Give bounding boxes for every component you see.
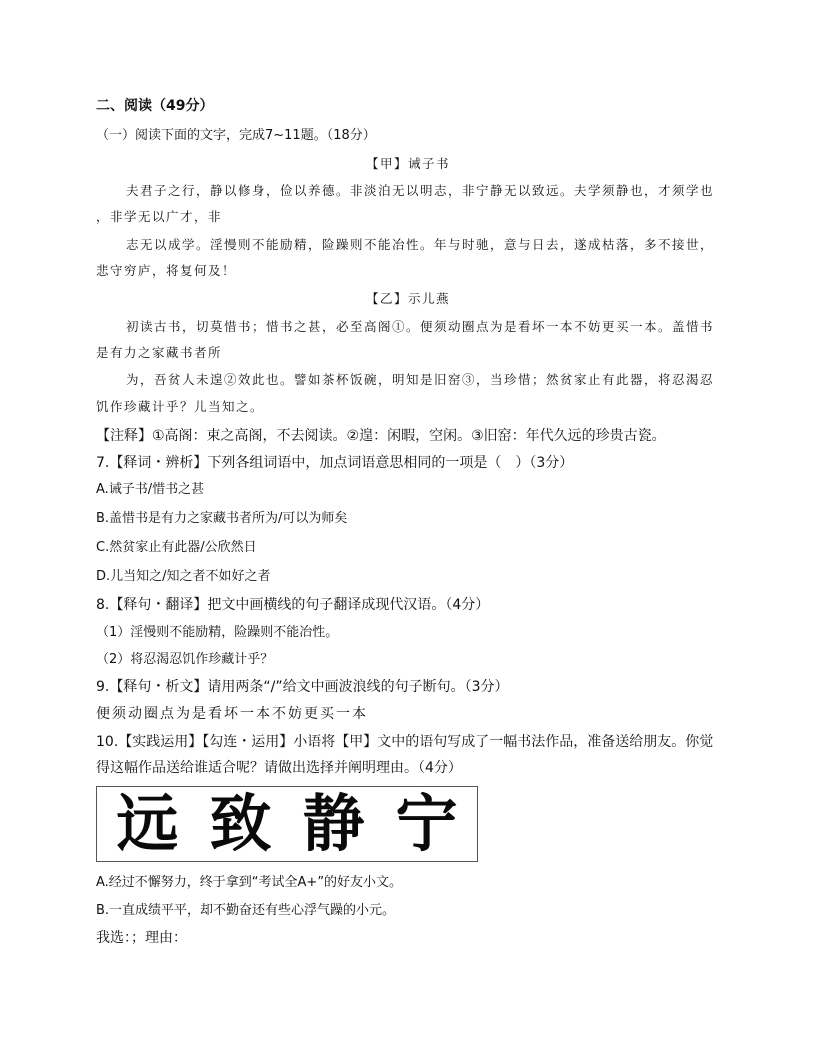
q9-stem: 9.【释句・析文】请用两条“/”给文中画波浪线的句子断句。（3分） [96, 679, 509, 695]
yi-title: 【乙】示儿燕 [365, 291, 450, 306]
calligraphy-char: 远 [116, 787, 179, 860]
calligraphy-char: 静 [302, 787, 365, 860]
q8-item-2: （2）将忍渴忍饥作珍藏计乎？ [96, 652, 274, 667]
annotation-note: 【注释】①高阁：束之高阁，不去阅读。②遑：闲暇，空闲。③旧窑：年代久远的珍贵古瓷。 [96, 428, 666, 444]
jia-line: ，非学无以广才，非 [96, 209, 223, 224]
q10-answer-line: 我选：；理由： [96, 930, 187, 946]
q9-sentence: 便须动圈点为是看坏一本不妨更买一本 [96, 706, 368, 722]
yi-line: 是有力之家藏书者所 [96, 345, 223, 360]
q8-stem: 8.【释句・翻译】把文中画横线的句子翻译成现代汉语。（4分） [96, 597, 490, 613]
q7-option-b: B.盖惜书是有力之家藏书者所为/可以为师矣 [96, 511, 348, 526]
q10-option-b: B.一直成绩平平，却不勤奋还有些心浮气躁的小元。 [96, 903, 396, 918]
calligraphy-artwork [96, 786, 478, 862]
yi-line: 初读古书，切莫惜书；惜书之甚，必至高阁①。便须动圈点为是看坏一本不妨更买一本。盖惜书 [126, 319, 715, 334]
q8-item-1: （1）淫慢则不能励精，险躁则不能冶性。 [96, 625, 339, 640]
q10-stem-line1: 10.【实践运用】【勾连・运用】小语将【甲】文中的语句写成了一幅书法作品，准备送给朋友。你觉 [96, 734, 714, 750]
q10-stem-line2: 得这幅作品送给谁适合呢？请做出选择并阐明理由。（4分） [96, 760, 462, 776]
yi-line: 为，吾贫人未遑②效此也。譬如茶杯饭碗，明知是旧窑③，当珍惜；然贫家止有此器，将忍渴忍 [126, 372, 715, 387]
q10-option-a: A.经过不懈努力，终于拿到“考试全A+”的好友小文。 [96, 875, 403, 890]
jia-title: 【甲】诫子书 [365, 156, 450, 171]
section-title: 二、阅读（49分） [96, 98, 214, 114]
q7-option-a: A.诫子书/惜书之甚 [96, 482, 205, 497]
q7-option-d: D.儿当知之/知之者不如好之者 [96, 569, 271, 584]
q7-stem: 7.【释词・辨析】下列各组词语中，加点词语意思相同的一项是（ ）（3分） [96, 455, 574, 471]
yi-line: 饥作珍藏计乎？儿当知之。 [96, 399, 265, 414]
part1-intro: （一）阅读下面的文字，完成7~11题。（18分） [96, 128, 376, 143]
jia-line: 志无以成学。淫慢则不能励精，险躁则不能冶性。年与时驰，意与日去，遂成枯落，多不接世， [126, 237, 715, 252]
jia-line: 夫君子之行，静以修身，俭以养德。非淡泊无以明志，非宁静无以致远。夫学须静也，才须学也 [126, 183, 715, 198]
calligraphy-char: 致 [209, 787, 272, 860]
q7-option-c: C.然贫家止有此器/公欣然日 [96, 540, 257, 555]
calligraphy-char: 宁 [395, 787, 458, 860]
jia-line: 悲守穷庐，将复何及！ [96, 263, 237, 278]
